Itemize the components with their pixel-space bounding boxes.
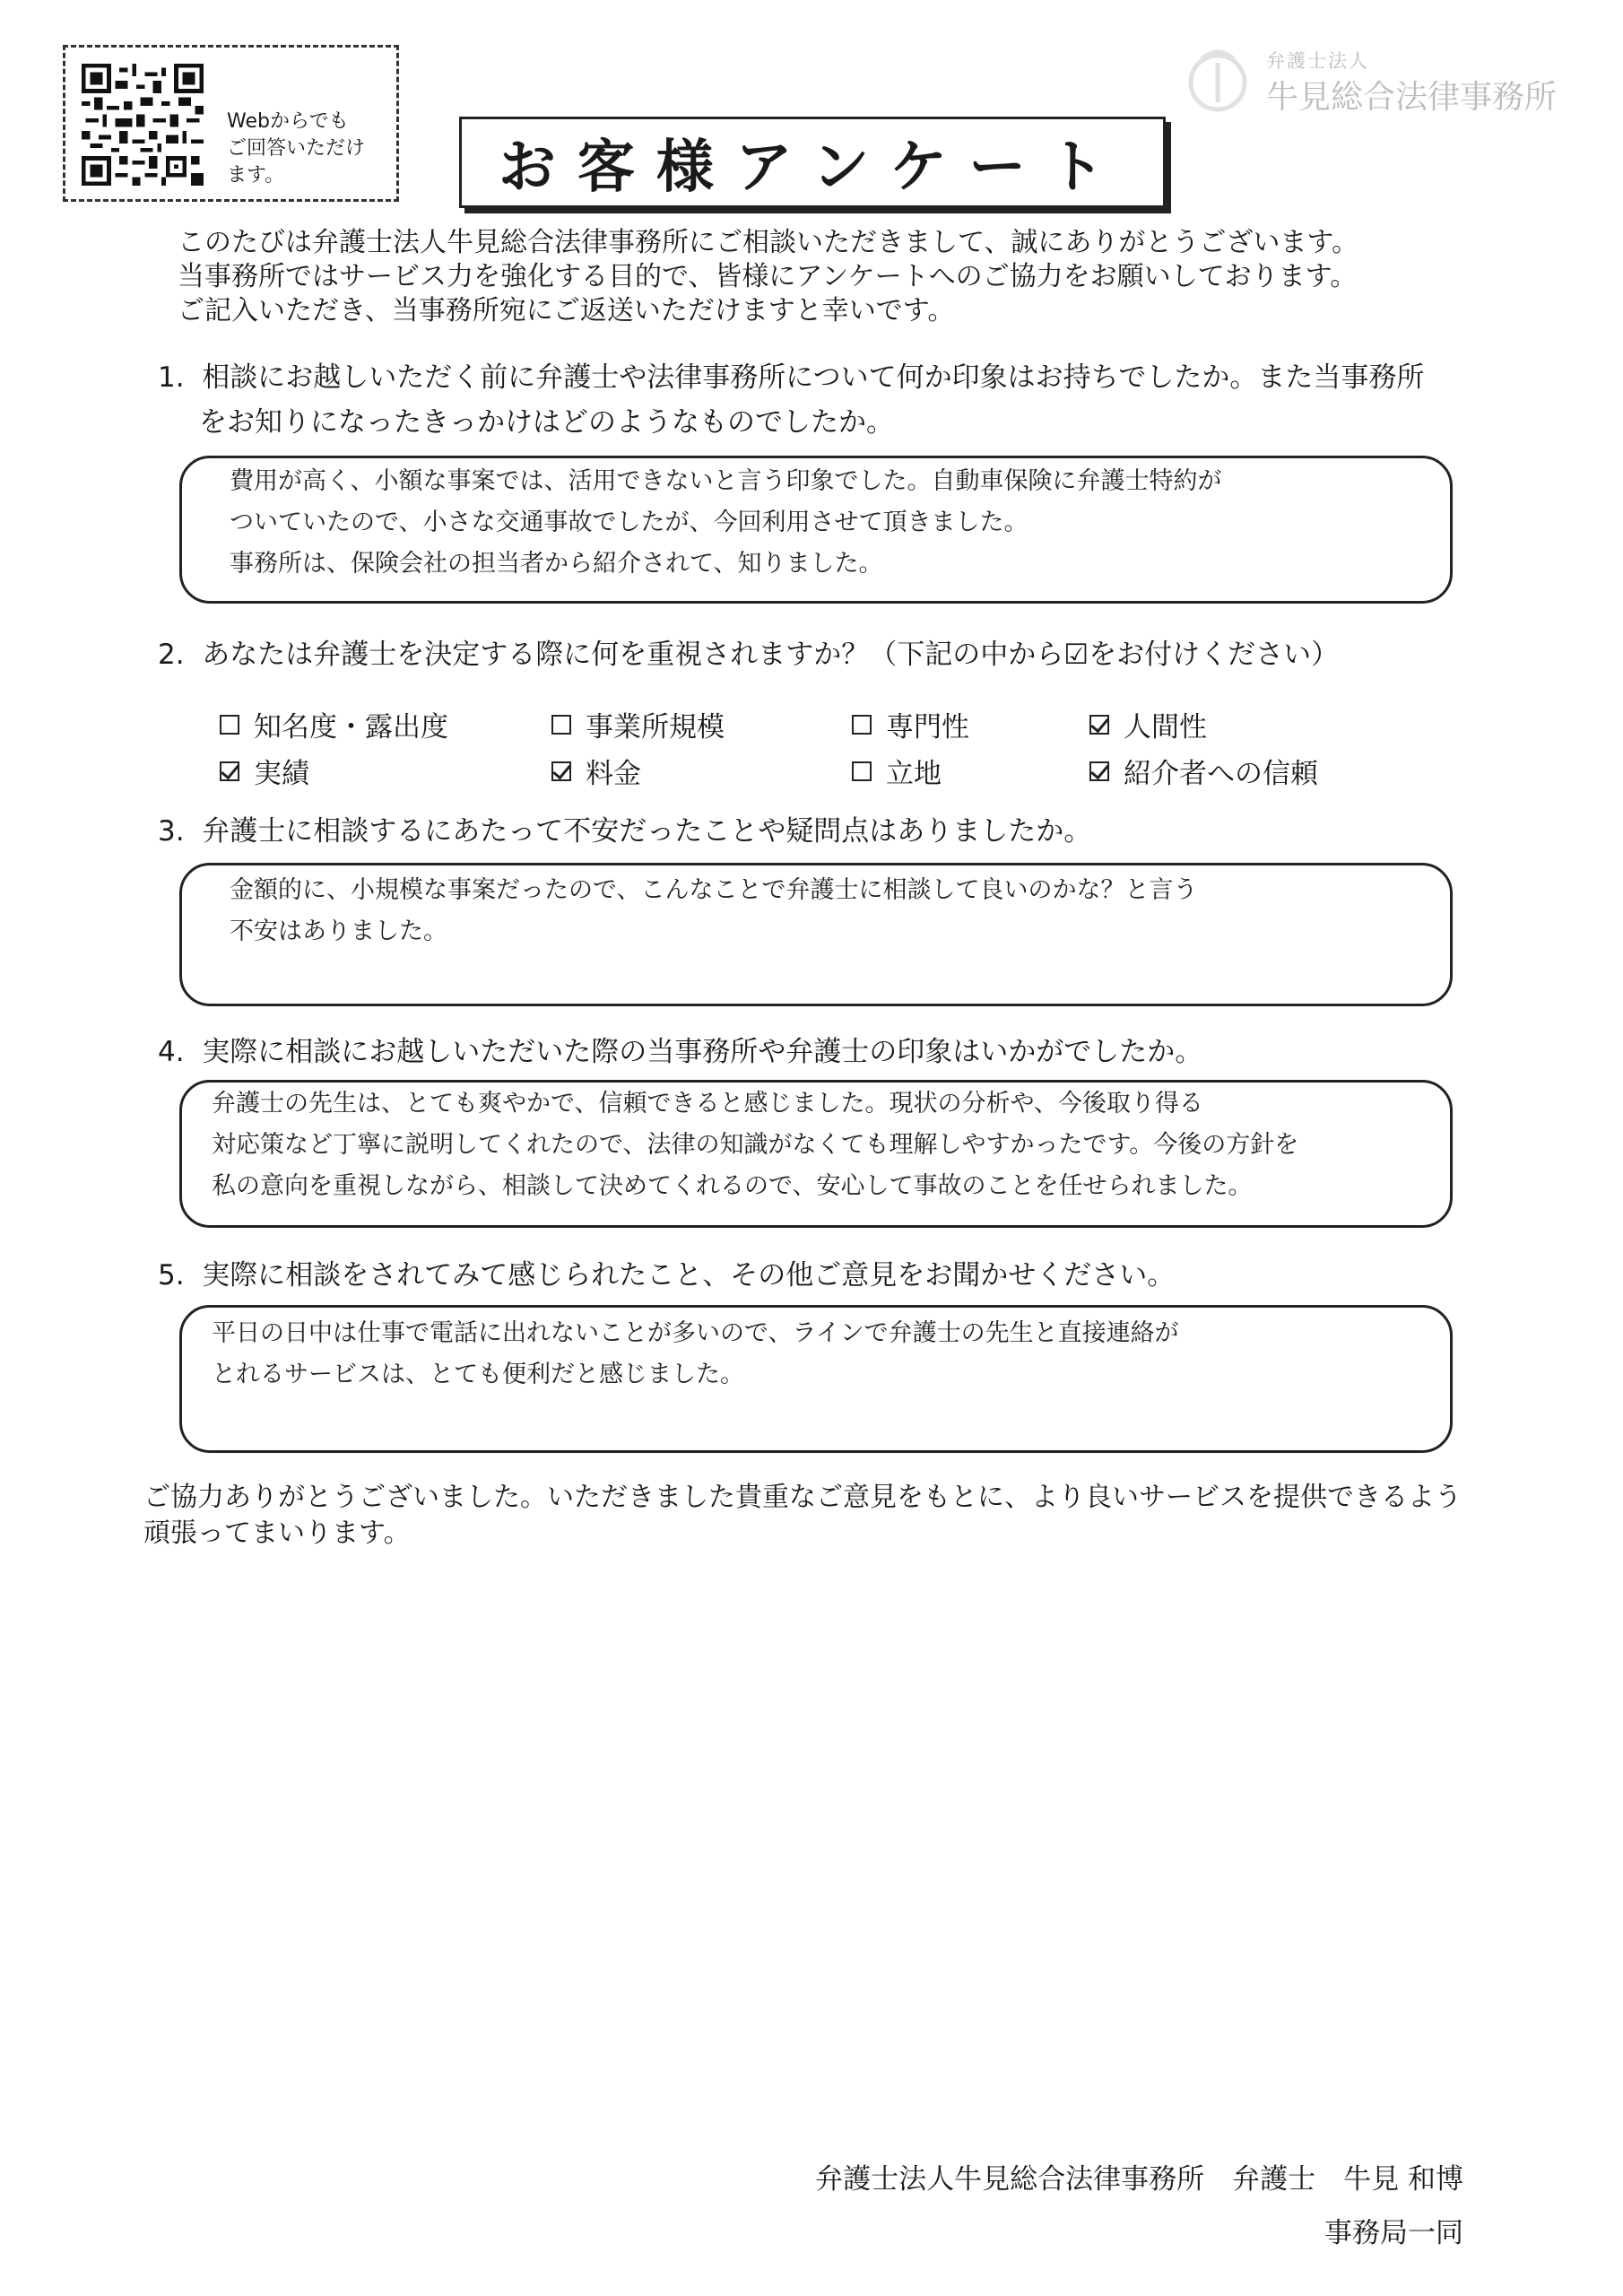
checkbox-checked[interactable] xyxy=(1089,761,1109,781)
firm-logo-icon xyxy=(1182,43,1254,115)
question-number: 5. xyxy=(158,1259,185,1292)
checkbox[interactable] xyxy=(852,761,872,781)
qr-caption-line: ご回答いただけ xyxy=(227,137,366,160)
option-label: 人間性 xyxy=(1124,711,1207,744)
question-number: 3. xyxy=(158,815,185,848)
option-label: 知名度・露出度 xyxy=(254,711,448,744)
checkbox-checked[interactable] xyxy=(1089,715,1109,735)
answer-line: 事務所は、保険会社の担当者から紹介されて、知りました。 xyxy=(230,550,883,578)
answer-4 xyxy=(212,1083,1467,1207)
question-number: 2. xyxy=(158,639,185,671)
checkbox[interactable] xyxy=(220,715,239,735)
answer-3 xyxy=(230,870,1467,952)
option-label: 実績 xyxy=(254,758,309,790)
question-text: 弁護士に相談するにあたって不安だったことや疑問点はありましたか。 xyxy=(202,815,1092,848)
answer-line: 弁護士の先生は、とても爽やかで、信頼できると感じました。現状の分析や、今後取り得る xyxy=(212,1090,1203,1118)
checkbox[interactable] xyxy=(852,715,872,735)
intro-text xyxy=(178,226,1478,328)
option-expertise[interactable] xyxy=(852,704,969,744)
answer-line: 平日の日中は仕事で電話に出れないことが多いので、ラインで弁護士の先生と直接連絡が xyxy=(212,1319,1179,1347)
qr-code-box xyxy=(63,45,399,202)
firm-logo-name: 牛見総合法律事務所 xyxy=(1266,79,1558,116)
signature-line: 弁護士法人牛見総合法律事務所 弁護士 牛見 和博 xyxy=(815,2163,1463,2196)
question-1 xyxy=(158,355,1503,445)
qr-caption-line: ます。 xyxy=(227,164,285,187)
question-3 xyxy=(158,809,1503,854)
intro-line: 当事務所ではサービス力を強化する目的で、皆様にアンケートへのご協力をお願いしております。 xyxy=(178,261,1358,292)
checkbox-checked[interactable] xyxy=(551,761,571,781)
closing-line: ご協力ありがとうございました。いただきました貴重なご意見をもとに、より良いサービスを提供できるよう xyxy=(143,1482,1462,1513)
option-referrer-trust[interactable] xyxy=(1089,751,1318,791)
firm-logo-subtitle: 弁護士法人 xyxy=(1266,50,1369,72)
option-personality[interactable] xyxy=(1089,704,1207,744)
question-4 xyxy=(158,1030,1503,1074)
intro-line: ご記入いただき、当事務所宛にご返送いただけますと幸いです。 xyxy=(178,295,955,326)
option-label: 立地 xyxy=(886,758,942,790)
answer-line: 対応策など丁寧に説明してくれたので、法律の知識がなくても理解しやすかったです。今後の方針を xyxy=(212,1131,1299,1159)
title-box xyxy=(459,117,1166,208)
question-text: をお知りになったきっかけはどのようなものでしたか。 xyxy=(199,406,894,439)
question-5 xyxy=(158,1253,1503,1298)
signature xyxy=(782,2152,1463,2260)
answer-1 xyxy=(230,461,1467,585)
answer-line: 金額的に、小規模な事案だったので、こんなことで弁護士に相談して良いのかな？と言う xyxy=(230,876,1198,904)
question-number: 1. xyxy=(158,361,185,394)
checkbox-checked[interactable] xyxy=(220,761,239,781)
answer-line: ついていたので、小さな交通事故でしたが、今回利用させて頂きました。 xyxy=(230,509,1028,536)
answer-line: 費用が高く、小額な事案では、活用できないと言う印象でした。自動車保険に弁護士特約が xyxy=(230,467,1222,495)
signature-line: 事務局一同 xyxy=(1324,2217,1463,2249)
question-2 xyxy=(158,632,1503,677)
qr-caption xyxy=(227,109,365,189)
option-fee[interactable] xyxy=(551,751,641,791)
question-number: 4. xyxy=(158,1036,185,1068)
answer-line: 私の意向を重視しながら、相談して決めてくれるので、安心して事故のことを任せられました。 xyxy=(212,1172,1253,1200)
answer-line: 不安はありました。 xyxy=(230,918,447,945)
option-label: 紹介者への信頼 xyxy=(1124,758,1318,790)
answer-line: とれるサービスは、とても便利だと感じました。 xyxy=(212,1361,744,1388)
option-label: 専門性 xyxy=(886,711,969,744)
qr-caption-line: Webからでも xyxy=(227,110,349,133)
question-text: 実際に相談にお越しいただいた際の当事務所や弁護士の印象はいかがでしたか。 xyxy=(202,1036,1203,1068)
question-text: 相談にお越しいただく前に弁護士や法律事務所について何か印象はお持ちでしたか。また当事務所 xyxy=(202,361,1425,394)
option-track-record[interactable] xyxy=(220,751,309,791)
option-firm-size[interactable] xyxy=(551,704,725,744)
option-location[interactable] xyxy=(852,751,942,791)
page-title: お客様アンケート xyxy=(498,135,1127,201)
question-text: あなたは弁護士を決定する際に何を重視されますか？（下記の中から☑をお付けください） xyxy=(202,639,1340,671)
checkbox[interactable] xyxy=(551,715,571,735)
intro-line: このたびは弁護士法人牛見総合法律事務所にご相談いただきまして、誠にありがとうございます。 xyxy=(178,227,1358,258)
answer-5 xyxy=(212,1313,1467,1396)
closing-text xyxy=(143,1480,1488,1552)
option-label: 料金 xyxy=(586,758,641,790)
closing-line: 頑張ってまいります。 xyxy=(143,1518,411,1549)
qr-code-image xyxy=(82,64,204,186)
question-text: 実際に相談をされてみて感じられたこと、その他ご意見をお聞かせください。 xyxy=(202,1259,1176,1292)
option-label: 事業所規模 xyxy=(586,711,725,744)
option-name-recognition[interactable] xyxy=(220,704,448,744)
